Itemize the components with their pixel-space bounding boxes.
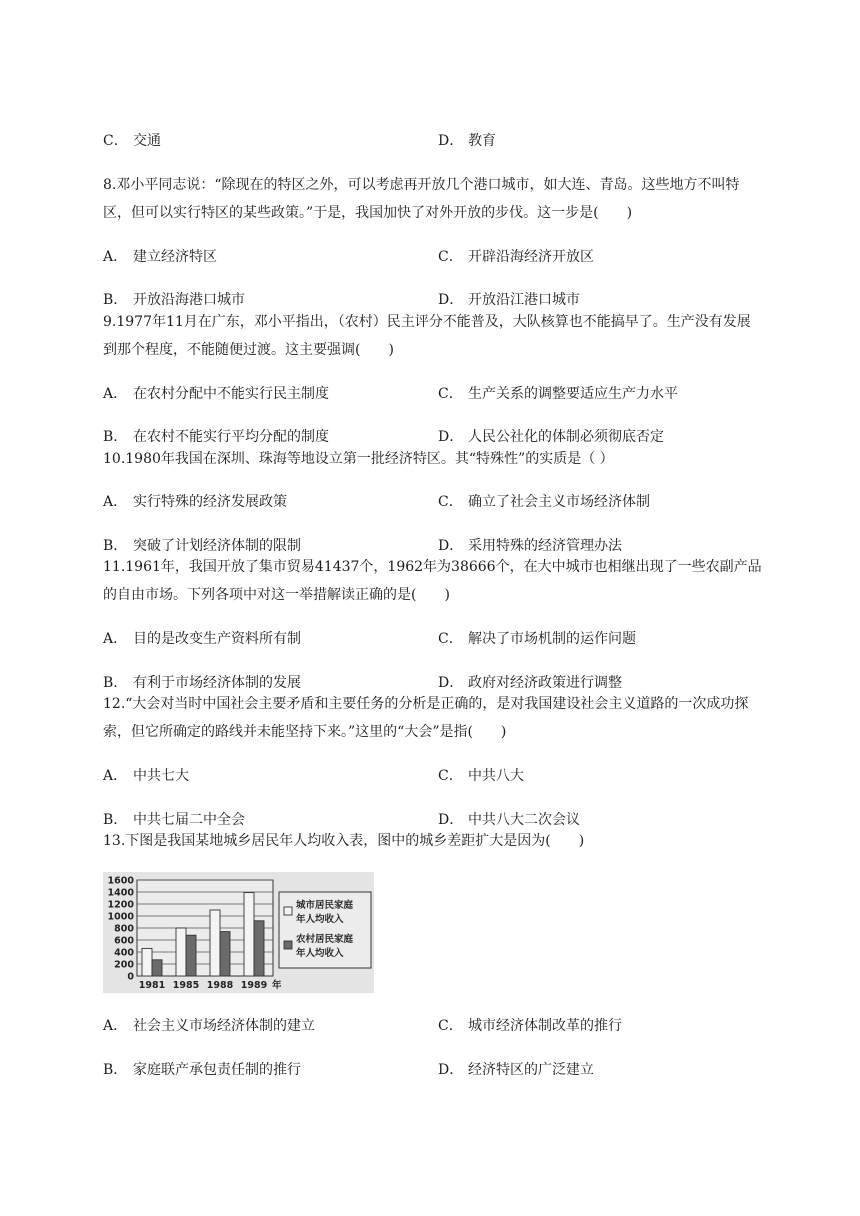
q10-option-c <box>438 493 650 511</box>
option-text: 城市经济体制改革的推行 <box>468 1018 622 1034</box>
option-text: 人民公社化的体制必须彻底否定 <box>468 429 664 445</box>
q11-option-a <box>103 630 301 648</box>
bar-rural <box>254 921 264 976</box>
option-letter: C． <box>103 133 128 149</box>
legend-label: 年人均收入 <box>296 914 344 925</box>
q10-option-a <box>103 493 287 511</box>
y-tick-label: 1600 <box>107 875 134 887</box>
option-letter: B． <box>103 292 128 308</box>
option-text: 教育 <box>468 133 496 149</box>
option-text: 生产关系的调整要适应生产力水平 <box>468 386 678 402</box>
option-letter: B． <box>103 675 128 691</box>
legend-swatch-urban <box>284 907 292 915</box>
bar-urban <box>210 910 220 976</box>
option-letter: D． <box>438 133 464 149</box>
bar-urban <box>142 948 152 976</box>
option-letter: C． <box>438 249 463 265</box>
option-letter: D． <box>438 538 464 554</box>
q13-option-b <box>103 1061 301 1079</box>
option-letter: B． <box>103 429 128 445</box>
legend-label: 年人均收入 <box>296 948 344 959</box>
x-tick-label: 1985 <box>172 980 200 991</box>
option-letter: A． <box>103 494 128 510</box>
q9-option-d <box>438 428 664 446</box>
option-letter: B． <box>103 812 128 828</box>
option-letter: D． <box>438 1062 464 1078</box>
x-tick-label: 1989 <box>240 980 268 991</box>
question-8-stem: 8.邓小平同志说：“除现在的特区之外，可以考虑再开放几个港口城市，如大连、青岛。这些地方不叫特区，但可以实行特区的某些政策。”于是，我国加快了对外开放的步伐。这一步是( ) <box>103 177 740 221</box>
x-axis-unit: 年 <box>272 980 282 991</box>
y-tick-label: 200 <box>114 959 134 971</box>
question-12-stem: 12.“大会对当时中国社会主要矛盾和主要任务的分析是正确的，是对我国建设社会主义道路的一次成功探索，但它所确定的路线并未能坚持下来。”这里的“大会”是指( ) <box>103 696 749 740</box>
bar-urban <box>176 928 186 976</box>
option-text: 中共八大 <box>468 768 524 784</box>
y-tick-label: 1000 <box>107 911 134 923</box>
q8-option-a <box>103 248 217 266</box>
q8-option-d <box>438 291 580 309</box>
q9-option-b <box>103 428 329 446</box>
option-text: 确立了社会主义市场经济体制 <box>468 494 650 510</box>
q8-option-b <box>103 291 245 309</box>
option-text: 家庭联产承包责任制的推行 <box>133 1062 301 1078</box>
legend-label: 农村居民家庭 <box>296 934 354 945</box>
option-text: 建立经济特区 <box>133 249 217 265</box>
option-letter: A． <box>103 386 128 402</box>
option-letter: B． <box>103 538 128 554</box>
option-letter: C． <box>438 386 463 402</box>
option-text: 交通 <box>133 133 161 149</box>
option-text: 中共七大 <box>133 768 189 784</box>
option-text: 突破了计划经济体制的限制 <box>133 538 301 554</box>
option-letter: A． <box>103 1018 128 1034</box>
option-letter: C． <box>438 1018 463 1034</box>
option-text: 政府对经济政策进行调整 <box>468 675 622 691</box>
x-tick-label: 1988 <box>206 980 234 991</box>
y-tick-label: 0 <box>127 971 134 983</box>
option-letter: A． <box>103 631 128 647</box>
option-letter: D． <box>438 292 464 308</box>
bar-rural <box>220 932 230 976</box>
chart-svg <box>103 872 374 993</box>
question-9-stem: 9.1977年11月在广东，邓小平指出，（农村）民主评分不能普及，大队核算也不能搞早了。生产没有发展到那个程度，不能随便过渡。这主要强调( ) <box>103 314 751 358</box>
y-tick-label: 1200 <box>107 899 134 911</box>
income-bar-chart <box>103 872 374 993</box>
bar-rural <box>186 935 196 976</box>
q11-option-c <box>438 630 636 648</box>
q12-option-a <box>103 767 189 785</box>
option-letter: D． <box>438 812 464 828</box>
option-letter: A． <box>103 249 128 265</box>
q9-option-c <box>438 385 678 403</box>
y-tick-label: 400 <box>114 947 134 959</box>
option-text: 经济特区的广泛建立 <box>468 1062 594 1078</box>
option-letter: C． <box>438 631 463 647</box>
option-text: 解决了市场机制的运作问题 <box>468 631 636 647</box>
option-text: 中共七届二中全会 <box>133 812 245 828</box>
legend-label: 城市居民家庭 <box>296 900 354 911</box>
q13-option-d <box>438 1061 594 1079</box>
legend-swatch-rural <box>284 941 292 949</box>
y-tick-label: 1400 <box>107 887 134 899</box>
bar-urban <box>244 893 254 976</box>
option-letter: A． <box>103 768 128 784</box>
x-tick-label: 1981 <box>138 980 166 991</box>
option-text: 实行特殊的经济发展政策 <box>133 494 287 510</box>
q13-option-a <box>103 1017 315 1035</box>
q7-option-d <box>438 132 496 150</box>
question-11-stem: 11.1961年，我国开放了集市贸易41437个，1962年为38666个，在大中城市也相继出现了一些农副产品的自由市场。下列各项中对这一举措解读正确的是( ) <box>103 559 762 603</box>
q9-option-a <box>103 385 329 403</box>
q8-option-c <box>438 248 594 266</box>
bar-rural <box>152 960 162 976</box>
y-tick-label: 600 <box>114 935 134 947</box>
y-tick-label: 800 <box>114 923 134 935</box>
question-13-stem: 13.下图是我国某地城乡居民年人均收入表，图中的城乡差距扩大是因为( ) <box>103 833 585 849</box>
question-10-stem: 10.1980年我国在深圳、珠海等地设立第一批经济特区。其“特殊性”的实质是（ ） <box>103 451 614 467</box>
option-text: 开放沿江港口城市 <box>468 292 580 308</box>
option-letter: C． <box>438 768 463 784</box>
option-text: 社会主义市场经济体制的建立 <box>133 1018 315 1034</box>
option-text: 在农村分配中不能实行民主制度 <box>133 386 329 402</box>
option-text: 在农村不能实行平均分配的制度 <box>133 429 329 445</box>
option-letter: D． <box>438 675 464 691</box>
q13-option-c <box>438 1017 622 1035</box>
option-text: 开放沿海港口城市 <box>133 292 245 308</box>
option-text: 目的是改变生产资料所有制 <box>133 631 301 647</box>
option-text: 中共八大二次会议 <box>468 812 580 828</box>
option-letter: C． <box>438 494 463 510</box>
option-letter: D． <box>438 429 464 445</box>
q12-option-c <box>438 767 524 785</box>
option-text: 开辟沿海经济开放区 <box>468 249 594 265</box>
q7-option-c <box>103 132 161 150</box>
option-letter: B． <box>103 1062 128 1078</box>
option-text: 采用特殊的经济管理办法 <box>468 538 622 554</box>
option-text: 有利于市场经济体制的发展 <box>133 675 301 691</box>
